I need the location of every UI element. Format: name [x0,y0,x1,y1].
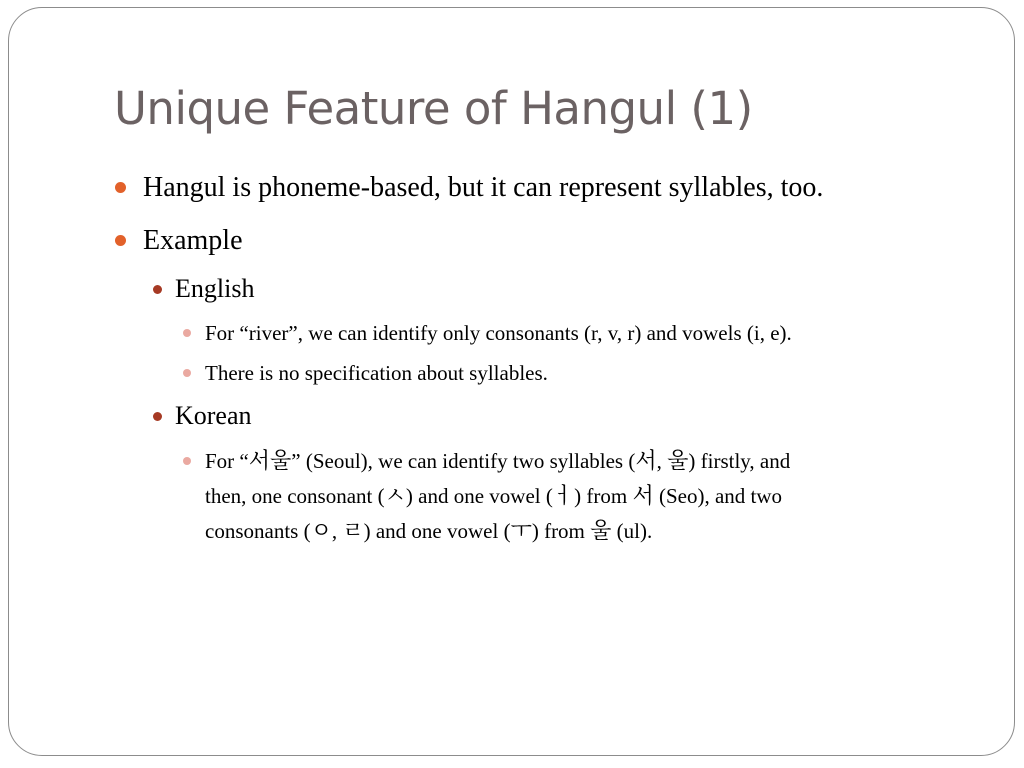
bullet-text-hangul-phoneme: Hangul is phoneme-based, but it can represent syllables, too. [143,172,824,203]
text-segment: ) firstly, and [688,449,791,473]
korean-syllable-ul: 울 [590,519,612,544]
korean-line-3 [205,514,945,549]
sub-bullet-korean: Korean [175,401,252,430]
text-segment: , [656,449,668,473]
bullet-dot-icon [115,182,126,193]
sub-bullet-dot-icon [153,412,162,421]
text-segment: ) and one vowel ( [363,519,511,543]
korean-word-seoul: 서울 [248,449,292,474]
text-segment: ” (Seoul), we can identify two syllables ( [291,449,636,473]
text-segment: For “ [205,449,249,473]
bullet-text-example: Example [143,225,243,256]
sub-sub-bullet-dot-icon [183,329,191,337]
korean-jamo-ng: ㅇ [310,519,332,544]
sub-bullet-dot-icon [153,285,162,294]
text-segment: (ul). [611,519,653,543]
slide-title: Unique Feature of Hangul (1) [114,82,753,135]
text-segment: ) from [531,519,591,543]
english-item-syllables: There is no specification about syllables. [205,361,548,385]
korean-syllable-seo: 서 [635,449,657,474]
text-segment: ) and one vowel ( [405,484,553,508]
sub-bullet-english: English [175,274,255,303]
korean-item-seoul [205,444,945,549]
korean-jamo-u: ㅜ [510,519,532,544]
bullet-dot-icon [115,235,126,246]
english-item-river: For “river”, we can identify only consonants (r, v, r) and vowels (i, e). [205,321,792,345]
text-segment: consonants ( [205,519,311,543]
sub-sub-bullet-dot-icon [183,369,191,377]
text-segment: (Seo), and two [653,484,783,508]
korean-line-2 [205,479,945,514]
text-segment: ) from [574,484,633,508]
korean-line-1 [205,444,945,479]
korean-jamo-l: ㄹ [342,519,364,544]
text-segment: , [331,519,343,543]
korean-syllable-ul: 울 [667,449,689,474]
sub-sub-bullet-dot-icon [183,457,191,465]
korean-syllable-seo: 서 [632,484,654,509]
text-segment: then, one consonant ( [205,484,385,508]
korean-jamo-eo: ㅓ [552,484,575,509]
korean-jamo-s: ㅅ [384,484,406,509]
